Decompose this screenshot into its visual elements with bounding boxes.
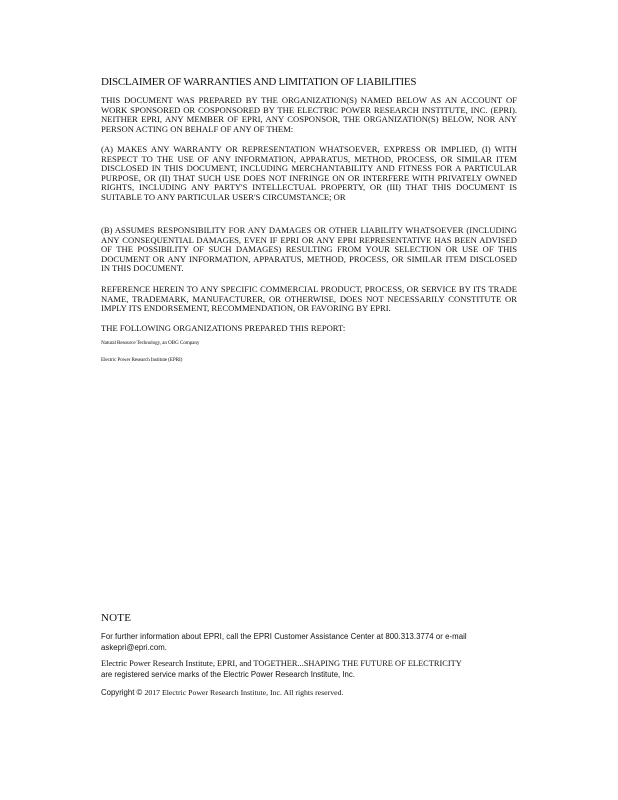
copyright-prefix: Copyright © <box>101 688 143 697</box>
trademark-line-1: Electric Power Research Institute, EPRI, and TOGETHER...SHAPING THE FUTURE OF ELECTRICITY <box>101 659 462 668</box>
item-a-paragraph: (A) MAKES ANY WARRANTY OR REPRESENTATION WHATSOEVER, EXPRESS OR IMPLIED, (I) WITH RESPECT TO THE USE OF ANY INFORMATION, APPARATUS, METHOD, PROCESS, OR SIMILAR ITEM DISCLOSED IN THIS DOCUMENT, INCLUDING MERCHANTABILITY AND FITNESS FOR A PARTICULAR PURPOSE, OR (II) THAT SUCH USE DOES NOT INFRINGE ON OR INTERFERE WITH PRIVATELY OWNED RIGHTS, INCLUDING ANY PARTY'S INTELLECTUAL PROPERTY, OR (III) THAT THIS DOCUMENT IS SUITABLE TO ANY PARTICULAR USER'S CIRCUMSTANCE; OR <box>101 144 517 202</box>
intro-paragraph: THIS DOCUMENT WAS PREPARED BY THE ORGANIZATION(S) NAMED BELOW AS AN ACCOUNT OF WORK SPONSORED OR COSPONSORED BY THE ELECTRIC POWER RESEARCH INSTITUTE, INC. (EPRI). NEITHER EPRI, ANY MEMBER OF EPRI, ANY COSPONSOR, THE ORGANIZATION(S) BELOW, NOR ANY PERSON ACTING ON BEHALF OF ANY OF THEM: <box>101 95 517 134</box>
trademark-line-2: are registered service marks of the Electric Power Research Institute, Inc. <box>101 669 355 679</box>
copyright-notice <box>101 688 517 699</box>
note-contact-info: For further information about EPRI, call the EPRI Customer Assistance Center at 800.313.3774 or e-mail askepri@epri.com. <box>101 632 467 652</box>
copyright-text: 2017 Electric Power Research Institute, Inc. All rights reserved. <box>144 688 344 697</box>
note-heading: NOTE <box>101 612 132 624</box>
reference-paragraph: REFERENCE HEREIN TO ANY SPECIFIC COMMERCIAL PRODUCT, PROCESS, OR SERVICE BY ITS TRADE NAME, TRADEMARK, MANUFACTURER, OR OTHERWISE, DOES NOT NECESSARILY CONSTITUTE OR IMPLY ITS ENDORSEMENT, RECOMMENDATION, OR FAVORING BY EPRI. <box>101 284 517 314</box>
organization-item: Electric Power Research Institute (EPRI) <box>101 357 183 363</box>
organization-item: Natural Resource Technology, an OBG Company <box>101 340 200 346</box>
disclaimer-heading: DISCLAIMER OF WARRANTIES AND LIMITATION OF LIABILITIES <box>101 76 417 88</box>
trademark-notice <box>101 659 517 680</box>
organizations-intro: THE FOLLOWING ORGANIZATIONS PREPARED THIS REPORT: <box>101 323 346 333</box>
item-b-paragraph: (B) ASSUMES RESPONSIBILITY FOR ANY DAMAGES OR OTHER LIABILITY WHATSOEVER (INCLUDING ANY CONSEQUENTIAL DAMAGES, EVEN IF EPRI OR ANY EPRI REPRESENTATIVE HAS BEEN ADVISED OF THE POSSIBILITY OF SUCH DAMAGES) RESULTING FROM YOUR SELECTION OR USE OF THIS DOCUMENT OR ANY INFORMATION, APPARATUS, METHOD, PROCESS, OR SIMILAR ITEM DISCLOSED IN THIS DOCUMENT. <box>101 225 517 274</box>
